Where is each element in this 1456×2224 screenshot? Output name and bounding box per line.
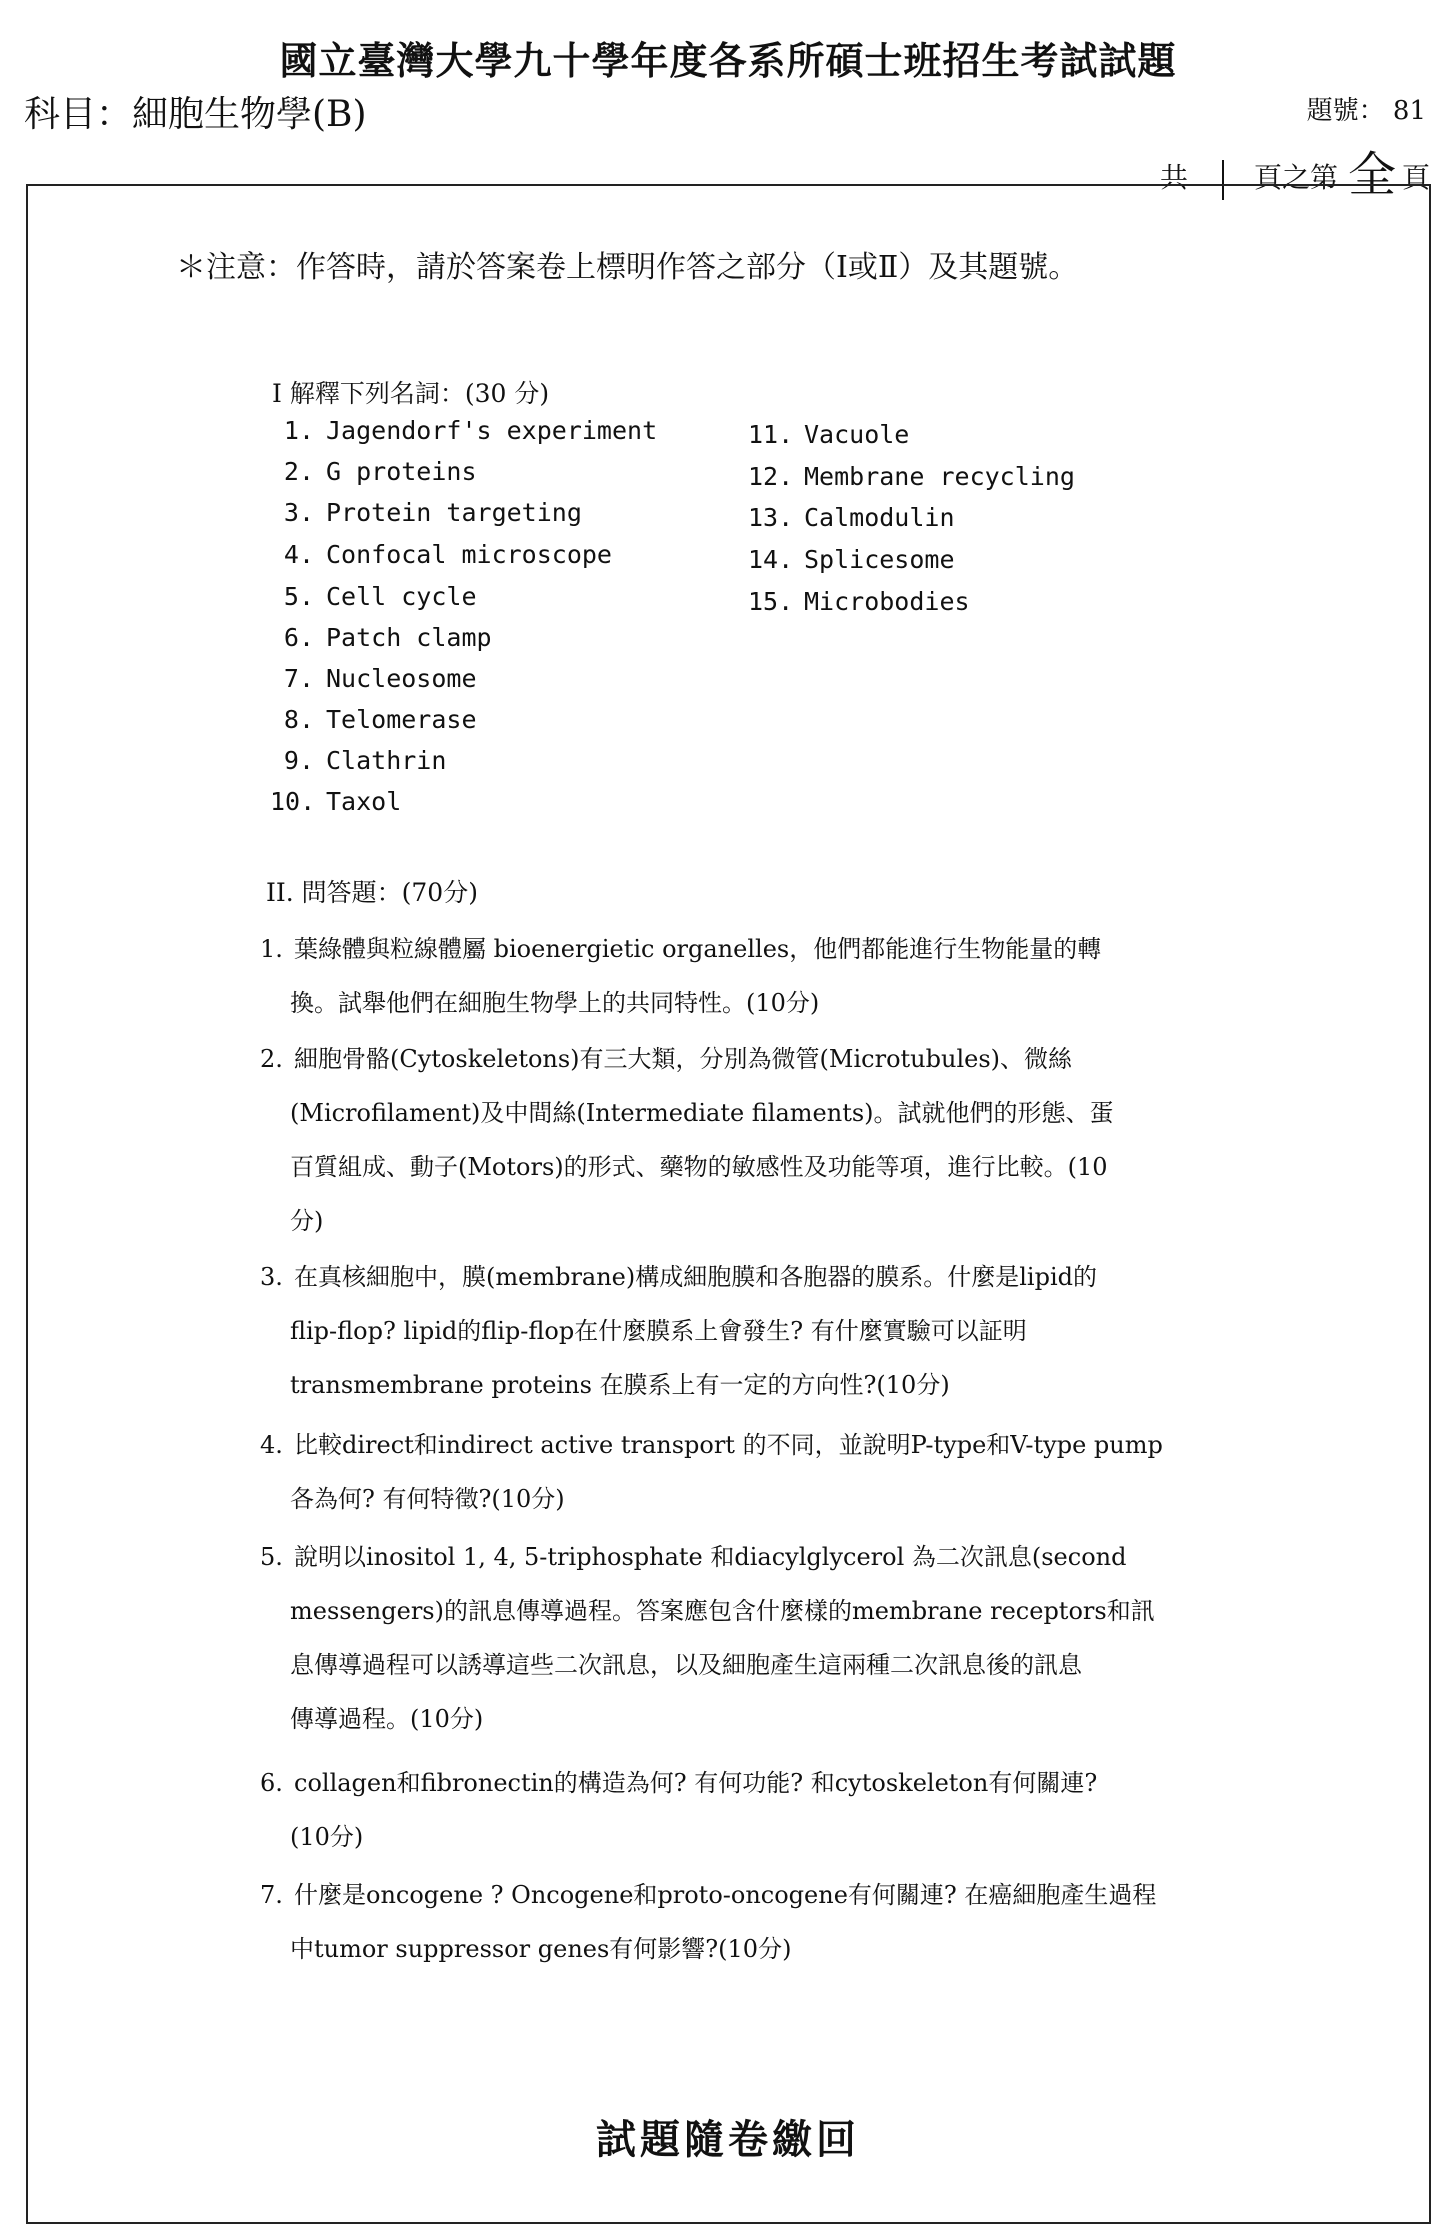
page-whole-handwritten: 全 — [1347, 147, 1396, 203]
term-item: 15. Microbodies — [748, 587, 970, 616]
term-item: 12. Membrane recycling — [748, 462, 1075, 491]
question-2: 2. 細胞骨骼(Cytoskeletons)有三大類，分別為微管(Microtubules)、微絲 (Microfilament)及中間絲(Intermediate filaments)。試就他們的形態、蛋 百質組成、動子(Motors)的形式、藥物的敏感性及功能等項，進行比較。(10 分) — [260, 1045, 1114, 1235]
page-prefix: 共 — [1159, 161, 1188, 194]
question-7: 7. 什麼是oncogene ? Oncogene和proto-oncogene有何關連? 在癌細胞產生過程 中tumor suppressor genes有何影響?(10分) — [260, 1881, 1157, 1963]
term-item: 1. Jagendorf's experiment — [283, 416, 658, 445]
term-item: 9. Clathrin — [283, 746, 447, 775]
question-3: 3. 在真核細胞中，膜(membrane)構成細胞膜和各胞器的膜系。什麼是lipid的 flip-flop? lipid的flip-flop在什麼膜系上會發生? 有什麼實驗可以証明 transmembrane proteins 在膜系上有一定的方向性?(10分) — [260, 1263, 1098, 1399]
term-item: 13. Calmodulin — [748, 503, 955, 532]
term-item: 10. Taxol — [270, 787, 402, 816]
term-item: 3. Protein targeting — [283, 498, 582, 527]
page-mid: 頁之第 — [1253, 161, 1338, 194]
term-item: 14. Splicesome — [748, 545, 955, 574]
term-item: 8. Telomerase — [283, 705, 477, 734]
exam-number: 題號： 81 — [1306, 96, 1426, 126]
footer-return-notice: 試題隨卷繳回 — [596, 2116, 860, 2163]
part2-heading: II. 問答題：(70分) — [266, 878, 478, 907]
term-item: 4. Confocal microscope — [283, 540, 612, 569]
part1-heading: I 解釋下列名詞：(30 分) — [272, 379, 550, 408]
term-item: 5. Cell cycle — [283, 582, 477, 611]
term-item: 2. G proteins — [283, 457, 477, 486]
notice-text: ＊注意：作答時，請於答案卷上標明作答之部分（Ⅰ或Ⅱ）及其題號。 — [176, 250, 1079, 285]
question-4: 4. 比較direct和indirect active transport 的不同，並說明P-type和V-type pump 各為何? 有何特徵?(10分) — [260, 1431, 1163, 1513]
question-6: 6. collagen和fibronectin的構造為何? 有何功能? 和cytoskeleton有何關連? (10分) — [260, 1769, 1098, 1851]
term-item: 11. Vacuole — [748, 420, 910, 449]
term-item: 6. Patch clamp — [283, 623, 492, 652]
question-1: 1. 葉綠體與粒線體屬 bioenergietic organelles，他們都能進行生物能量的轉 換。試舉他們在細胞生物學上的共同特性。(10分) — [260, 935, 1102, 1017]
term-item: 7. Nucleosome — [283, 664, 477, 693]
question-5: 5. 說明以inositol 1, 4, 5-triphosphate 和diacylglycerol 為二次訊息(second messengers)的訊息傳導過程。答案應包含什麼樣的membrane receptors和訊 息傳導過程可以誘導這些二次訊息，以及細胞產生這兩種二次訊息後的訊息 傳導過程。(10分) — [260, 1543, 1155, 1733]
exam-title: 國立臺灣大學九十學年度各系所碩士班招生考試試題 — [279, 38, 1177, 83]
page-suffix: 頁 — [1401, 161, 1430, 194]
subject-label: 科目：細胞生物學(B) — [24, 94, 367, 135]
